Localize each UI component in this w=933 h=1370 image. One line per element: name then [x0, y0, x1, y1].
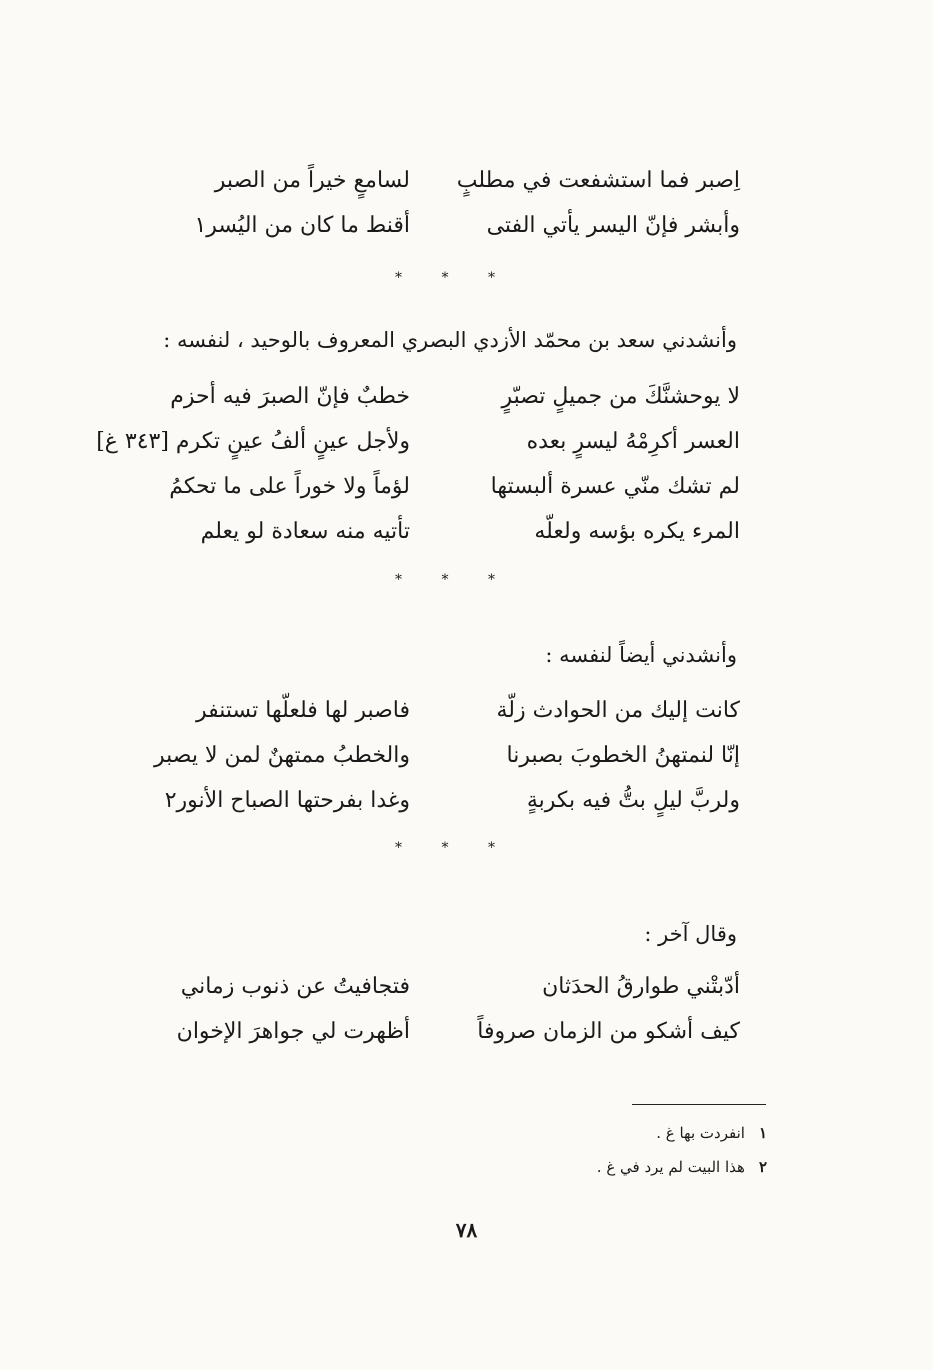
verse-second-hemistich: وغدا بفرحتها الصباح الأنور٢: [164, 788, 410, 813]
footnote: [597, 1158, 767, 1176]
verse: [100, 1013, 740, 1058]
verse-second-hemistich: أظهرت لي جواهرَ الإخوان: [176, 1019, 410, 1044]
verse-second-hemistich: خطبٌ فإنّ الصبرَ فيه أحزم: [170, 384, 410, 409]
verse-first-hemistich: أدّبتْني طوارقُ الحدَثان: [542, 974, 740, 999]
footnote-number: ١: [758, 1124, 767, 1142]
star-mark: *: [488, 270, 495, 286]
footnote-text: انفردت بها غ .: [656, 1124, 745, 1142]
star-mark: *: [395, 270, 402, 286]
verse-second-hemistich: فتجافيتُ عن ذنوب زماني: [180, 974, 410, 999]
verse: [100, 782, 740, 827]
verse-second-hemistich: لسامعٍ خيراً من الصبر: [214, 168, 410, 193]
verse-first-hemistich: كانت إليك من الحوادث زلّة: [496, 698, 740, 723]
verse: [100, 207, 740, 252]
stanza-2: [96, 378, 740, 558]
verse: [100, 692, 740, 737]
star-mark: *: [395, 572, 402, 588]
star-mark: *: [488, 840, 495, 856]
section-separator: [395, 270, 495, 286]
star-mark: *: [395, 840, 402, 856]
verse-first-hemistich: وأبشر فإنّ اليسر يأتي الفتى: [486, 213, 740, 238]
footnote-text: هذا البيت لم يرد في غ .: [596, 1158, 745, 1176]
verse-first-hemistich: ولربَّ ليلٍ بتُّ فيه بكربةٍ: [526, 788, 740, 813]
star-mark: *: [441, 572, 449, 588]
star-mark: *: [441, 270, 449, 286]
verse-first-hemistich: العسر أكرِمْهُ ليسرٍ بعده: [526, 429, 740, 454]
star-mark: *: [488, 572, 495, 588]
verse: [100, 513, 740, 558]
verse-second-hemistich: لؤماً ولا خوراً على ما تحكمُ: [169, 474, 410, 499]
verse-second-hemistich: تأتيه منه سعادة لو يعلم: [200, 519, 410, 544]
verse-second-hemistich: أقنط ما كان من اليُسر١: [194, 213, 410, 238]
star-mark: *: [441, 840, 449, 856]
stanza-1: [100, 162, 740, 252]
verse-first-hemistich: إنّا لنمتهنُ الخطوبَ بصبرنا: [506, 743, 740, 768]
verse-first-hemistich: المرء يكره بؤسه ولعلّه: [534, 519, 740, 544]
section-intro: وأنشدني أيضاً لنفسه :: [545, 643, 737, 667]
footnote: [656, 1124, 767, 1142]
verse-first-hemistich: كيف أشكو من الزمان صروفاً: [477, 1019, 740, 1044]
verse-first-hemistich: اِصبر فما استشفعت في مطلبٍ: [456, 168, 740, 193]
verse-second-hemistich: والخطبُ ممتهنٌ لمن لا يصبر: [154, 743, 410, 768]
verse: [100, 968, 740, 1013]
verse-first-hemistich: لم تشك منّي عسرة ألبستها: [490, 474, 740, 499]
page-number: ٧٨: [455, 1218, 478, 1242]
verse-second-hemistich: ولأجل عينٍ ألفُ عينٍ تكرم [٣٤٣ غ]: [96, 429, 410, 454]
verse-first-hemistich: لا يوحشنَّكَ من جميلٍ تصبّرٍ: [501, 384, 740, 409]
verse: [100, 162, 740, 207]
section-separator: [395, 840, 495, 856]
verse: [100, 468, 740, 513]
verse: [96, 423, 740, 468]
stanza-3: [100, 692, 740, 827]
verse-second-hemistich: فاصبر لها فلعلّها تستنفر: [195, 698, 410, 723]
verse: [100, 378, 740, 423]
footnote-divider: [632, 1104, 766, 1105]
stanza-4: [100, 968, 740, 1058]
footnote-number: ٢: [758, 1158, 767, 1176]
verse: [100, 737, 740, 782]
section-intro: وقال آخر :: [644, 922, 737, 946]
section-intro: وأنشدني سعد بن محمّد الأزدي البصري المعروف بالوحيد ، لنفسه :: [163, 328, 737, 352]
section-separator: [395, 572, 495, 588]
